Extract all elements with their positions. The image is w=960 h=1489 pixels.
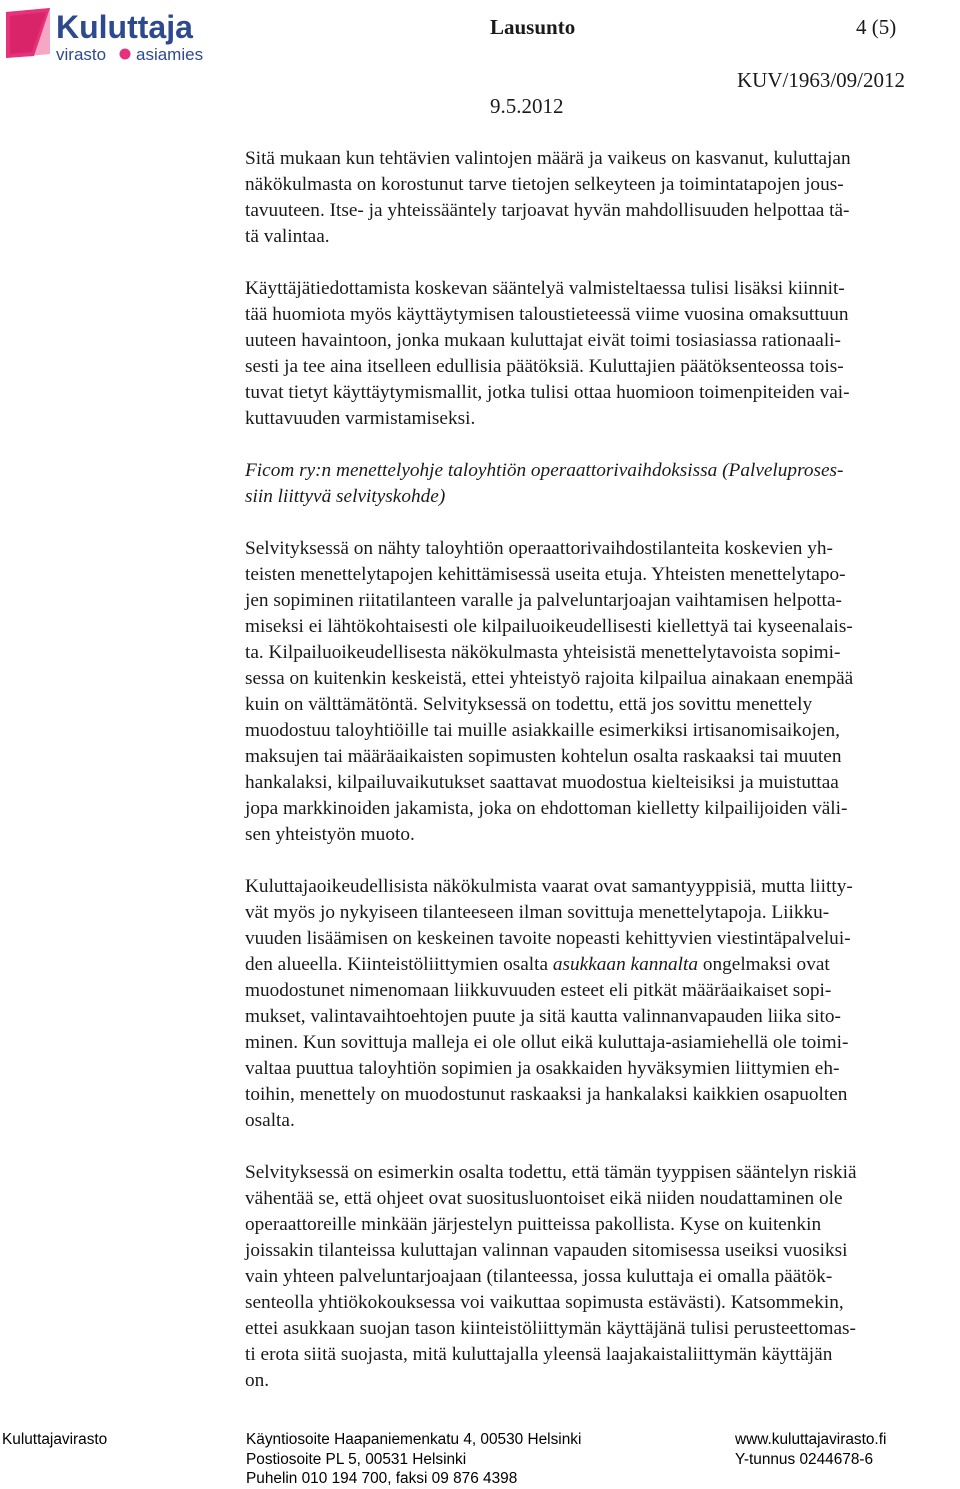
- page-number: 4 (5): [856, 15, 897, 39]
- text-line: toihin, menettely on muodostunut raskaaksi ja hankalaksi kaikkien osapuolten: [245, 1084, 848, 1105]
- text-line: näkökulmasta on korostunut tarve tietojen selkeyteen ja toimintatapojen jous-: [245, 174, 844, 195]
- text-line: den alueella. Kiinteistöliittymien osalta asukkaan kannalta ongelmaksi ovat: [245, 954, 830, 975]
- paragraph: [245, 146, 955, 250]
- paragraph: [245, 874, 955, 1134]
- text-line: joissakin tilanteissa kuluttajan valinnan vapauden sitomisessa useiksi vuosiksi: [245, 1240, 848, 1261]
- logo-text-virasto: virasto: [56, 45, 107, 64]
- text-line: ettei asukkaan suojan tason kiinteistöliittymän käyttäjänä tulisi perusteettomas-: [245, 1318, 856, 1339]
- footer-website-link[interactable]: www.kuluttajavirasto.fi: [735, 1431, 887, 1448]
- text-line: kuttavuuden varmistamiseksi.: [245, 408, 476, 429]
- text-line: miseksi ei lähtökohtaisesti ole kilpailuoikeudellisesti kiellettyä tai kyseenalais-: [245, 616, 853, 637]
- document-body: [245, 146, 955, 1420]
- text-line: ta. Kilpailuoikeudellisesta näkökulmasta yhteisistä menettelytavoista sopimi-: [245, 642, 841, 663]
- footer-postal-address: Postiosoite PL 5, 00531 Helsinki: [246, 1450, 467, 1468]
- text-line: hankalaksi, kilpailuvaikutukset saattavat muodostua kielteisiksi ja muistuttaa: [245, 772, 839, 793]
- text-line: vähentää se, että ohjeet ovat suositusluontoiset eikä niiden noudattaminen ole: [245, 1188, 843, 1209]
- text-line: kuin on välttämätöntä. Selvityksessä on todettu, että jos sovittu menettely: [245, 694, 813, 715]
- text-line: Sitä mukaan kun tehtävien valintojen määrä ja vaikeus on kasvanut, kuluttajan: [245, 148, 851, 169]
- logo-graphic: [4, 6, 224, 66]
- text-line: on.: [245, 1370, 270, 1391]
- logo-text-asiamies: asiamies: [136, 45, 204, 64]
- text-line: siin liittyvä selvityskohde): [245, 486, 446, 507]
- text-line: operaattoreille minkään järjestelyn puitteissa pakollista. Kyse on kuitenkin: [245, 1214, 822, 1235]
- text-line: muodostunet nimenomaan liikkuvuuden esteet eli pitkät määräaikaiset sopi-: [245, 980, 832, 1001]
- text-line: muodostuu taloyhtiöille tai muille asiakkaille esimerkiksi irtisanomisaikojen,: [245, 720, 840, 741]
- text-line: Kuluttajaoikeudellisista näkökulmista vaarat ovat samantyyppisiä, mutta liitty-: [245, 876, 853, 897]
- text-line: sen yhteistyön muoto.: [245, 824, 415, 845]
- text-line: Selvityksessä on nähty taloyhtiön operaattorivaihdostilanteita koskevien yh-: [245, 538, 833, 559]
- footer-business-id: Y-tunnus 0244678-6: [735, 1450, 874, 1468]
- section-heading: [245, 458, 955, 510]
- text-line: teisten menettelytapojen kehittämisessä useita etuja. Yhteisten menettelytapo-: [245, 564, 846, 585]
- footer-org-name: Kuluttajavirasto: [2, 1431, 108, 1448]
- text-line: tuvat tietyt käyttäytymismallit, jotka tulisi ottaa huomioon toimenpiteiden vai-: [245, 382, 850, 403]
- text-line: tavuuteen. Itse- ja yhteissääntely tarjoavat hyvän mahdollisuuden helpottaa tä-: [245, 200, 850, 221]
- text-line: tää huomiota myös käyttäytymisen taloustieteessä viime vuosina omaksuttuun: [245, 304, 849, 325]
- logo-dot: [120, 49, 131, 60]
- text-line: vuuden lisäämisen on keskeinen tavoite nopeasti kehittyvien viestintäpalvelui-: [245, 928, 851, 949]
- footer-web-column: [735, 1430, 886, 1469]
- text-line: uuteen havaintoon, jonka mukaan kuluttajat eivät toimi tosiasiassa rationaali-: [245, 330, 841, 351]
- text-line: jen sopiminen riitatilanteen varalle ja palveluntarjoajan vaihtamisen helpotta-: [245, 590, 842, 611]
- text-line: vain yhteen palveluntarjoajaan (tilanteessa, jossa kuluttaja ei omalla päätök-: [245, 1266, 833, 1287]
- text-line: osalta.: [245, 1110, 295, 1131]
- text-line: senteolla yhtiökokouksessa voi vaikuttaa sopimusta estävästi). Katsommekin,: [245, 1292, 844, 1313]
- text-line: vät myös jo nykyiseen tilanteeseen ilman sovittuja menettelytapoja. Liikku-: [245, 902, 830, 923]
- footer-org-column: [2, 1430, 107, 1450]
- text-line: tä valintaa.: [245, 226, 330, 247]
- paragraph: [245, 1160, 955, 1394]
- text-line: sesti ja tee aina itselleen edullisia päätöksiä. Kuluttajien päätöksenteossa tois-: [245, 356, 844, 377]
- page-footer: [0, 1430, 960, 1488]
- paragraph: [245, 276, 955, 432]
- paragraph: [245, 536, 955, 848]
- text-line: ti erota siitä suojasta, mitä kuluttajalla yleensä laajakaistaliittymän käyttäjän: [245, 1344, 833, 1365]
- logo-text-main: Kuluttaja: [56, 9, 193, 45]
- text-line: valtaa puuttua taloyhtiön sopimien ja osakkaiden hyväksymien liittymien eh-: [245, 1058, 840, 1079]
- footer-phone: Puhelin 010 194 700, faksi 09 876 4398: [246, 1470, 518, 1487]
- kuluttaja-logo: [4, 6, 224, 66]
- text-line: sessa on kuitenkin keskeistä, ettei yhteistyö rajoita kilpailua ainakaan enempää: [245, 668, 854, 689]
- text-line: jopa markkinoiden jakamista, joka on ehdottoman kielletty kilpailijoiden väli-: [245, 798, 848, 819]
- footer-visit-address: Käyntiosoite Haapaniemenkatu 4, 00530 Helsinki: [246, 1431, 582, 1448]
- document-date: 9.5.2012: [490, 94, 564, 118]
- text-line: minen. Kun sovittuja malleja ei ole ollut eikä kuluttaja-asiamiehellä ole toimi-: [245, 1032, 849, 1053]
- text-line: Ficom ry:n menettelyohje taloyhtiön operaattorivaihdoksissa (Palveluproses-: [245, 460, 844, 481]
- text-line: Selvityksessä on esimerkin osalta todettu, että tämän tyyppisen sääntelyn riskiä: [245, 1162, 857, 1183]
- footer-address-column: [246, 1430, 581, 1489]
- emphasis: asukkaan kannalta: [552, 954, 699, 975]
- text-line: mukset, valintavaihtoehtojen puute ja sitä kautta valinnanvapauden liika sito-: [245, 1006, 841, 1027]
- text-line: Käyttäjätiedottamista koskevan sääntelyä valmisteltaessa tulisi lisäksi kiinnit-: [245, 278, 845, 299]
- reference-number: KUV/1963/09/2012: [737, 68, 905, 92]
- document-type: Lausunto: [490, 15, 576, 39]
- text-line: maksujen tai määräaikaisten sopimusten kohtelun osalta raskaaksi tai muuten: [245, 746, 842, 767]
